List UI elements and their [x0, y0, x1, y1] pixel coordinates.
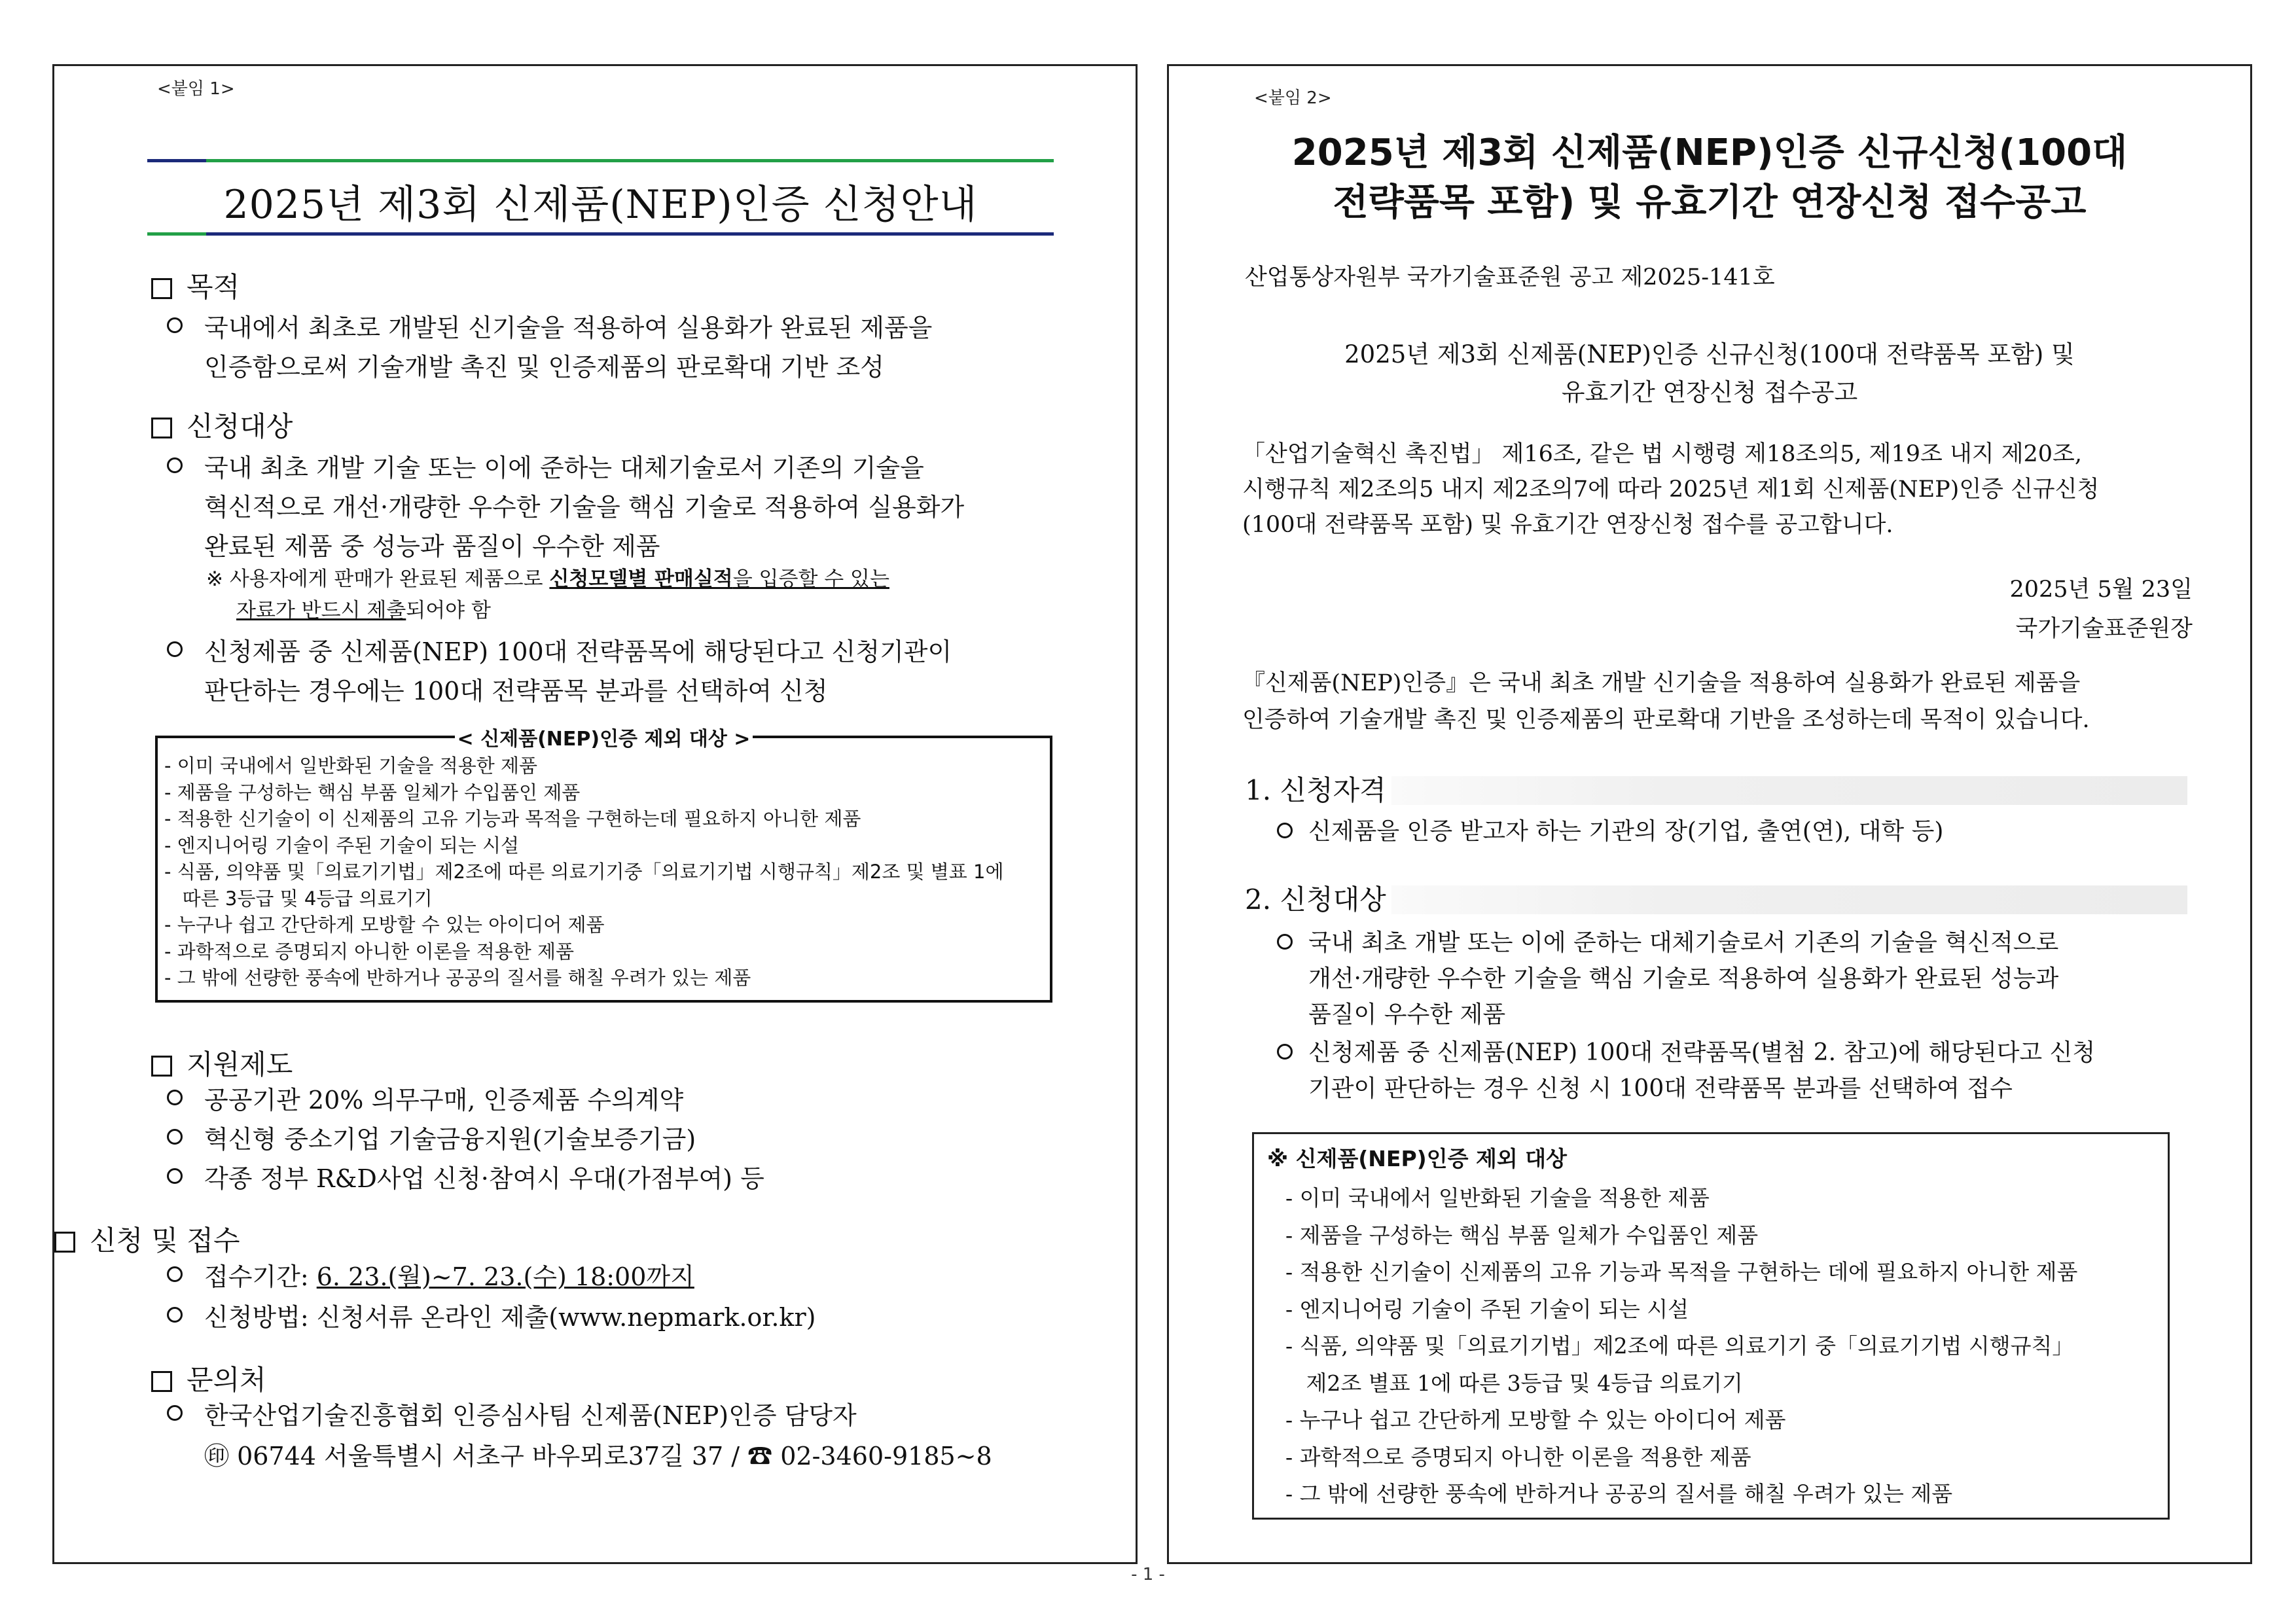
list-item: - 이미 국내에서 일반화된 기술을 적용한 제품	[164, 755, 538, 777]
section-support-heading: 지원제도	[151, 1043, 293, 1082]
notice-body-2: 『신제품(NEP)인증』은 국내 최초 개발 신기술을 적용하여 실용화가 완료된 제품을 인증하여 기술개발 촉진 및 인증제품의 판로확대 기반을 조성하는데 목적이 있습니다.	[1242, 670, 2090, 733]
exclusion-box-heading: < 신제품(NEP)인증 제외 대상 >	[158, 722, 1050, 751]
title-bottom-rule	[147, 232, 1054, 236]
circle-bullet-icon	[167, 641, 183, 657]
attachment-2-panel: <붙임 2> 2025년 제3회 신제품(NEP)인증 신규신청(100대 전략품목 포함) 및 유효기간 연장신청 접수공고 산업통상자원부 국가기술표준원 공고 제2025-141호 2025년 제3회 신제품(NEP)인증 신규신청(100대 전략품목 포함) 및 유효기간 연장신청 접수공고 「산업기술혁신 촉진법」 제16조, 같은 법 시행령 제18조의5, 제19조 내지 제20조, 시행규칙 제2조의5 내지 제2조의7에 따라 2025년 제1회 신제품(NEP)인증 신규신청 (100대 전략품목 포함) 및 유효기간 연장신청 접수를 공고합니다. 2025년 5월 23일 국가기술표준원장 『신제품(NEP)인증』은 국내 최초 개발 신기술을 적용하여 실용화가 완료된 제품을 인증하여 기술개발 촉진 및 인증제품의 판로확대 기반을 조성하는데 목적이 있습니다. 1. 신청자격 신제품을 인증 받고자 하는 기관의 장(기업, 출연(연), 대학 등) 2. 신청대상 국내 최초 개발 또는 이에 준하는 대체기술로서 기존의 기술을 혁신적으로 개선·개량한 우수한 기술을 핵심 기술로 적용하여 실용화가 완료된 성능과 품질이 우수한 제품 신청제품 중 신제품(NEP) 100대 전략품목(별첨 2. 참고)에 해당된다고 신청 기관이 판단하는 경우 신청 시 100대 전략품목 분과를 선택하여 접수 ※ 신제품(NEP)인증 제외 대상 - 이미 국내에서 일반화된 기술을 적용한 제품 - 제품을 구성하는 핵심 부품 일체가 수입품인 제품 - 적용한 신기술이 신제품의 고유 기능과 목적을 구현하는 데에 필요하지 아니한 제품 - 엔지니어링 기술이 주된 기술이 되는 시설 - 식품, 의약품 및「의료기기법」제2조에 따른 의료기기 중「의료기기법 시행규칙」 제2조 별표 1에 따른 3등급 및 4등급 의료기기 - 누구나 쉽고 간단하게 모방할 수 있는 아이디어 제품 - 과학적으로 증명되지 아니한 이론을 적용한 제품 - 그 밖에 선량한 풍속에 반하거나 공공의 질서를 해칠 우려가 있는 제품	[1167, 64, 2252, 1564]
list-item: - 그 밖에 선량한 풍속에 반하거나 공공의 질서를 해칠 우려가 있는 제품	[1285, 1481, 1953, 1507]
title-band	[147, 159, 1054, 236]
circle-bullet-icon	[167, 1129, 183, 1145]
attachment-tag: <붙임 1>	[157, 79, 235, 99]
notice-title: 2025년 제3회 신제품(NEP)인증 신규신청(100대 전략품목 포함) 및 유효기간 연장신청 접수공고	[1291, 132, 2128, 224]
list-item: 제2조 별표 1에 따른 3등급 및 4등급 의료기기	[1285, 1370, 1743, 1396]
list-item: - 그 밖에 선량한 풍속에 반하거나 공공의 질서를 해칠 우려가 있는 제품	[164, 967, 751, 989]
notice-signer: 국가기술표준원장	[2015, 616, 2193, 642]
list-item: - 적용한 신기술이 이 신제품의 고유 기능과 목적을 구현하는데 필요하지 아니한 제품	[164, 808, 861, 830]
list-item: - 누구나 쉽고 간단하게 모방할 수 있는 아이디어 제품	[1285, 1407, 1786, 1433]
list-item: - 엔지니어링 기술이 주된 기술이 되는 시설	[164, 834, 520, 857]
section-purpose-heading: 목적	[151, 266, 240, 305]
page-number: - 1 -	[1131, 1565, 1165, 1584]
checkbox-square-icon	[151, 1056, 172, 1077]
circle-bullet-icon	[167, 457, 183, 473]
circle-bullet-icon	[1277, 934, 1293, 950]
section-qualification-heading: 1. 신청자격	[1245, 776, 2187, 805]
page-title: 2025년 제3회 신제품(NEP)인증 신청안내	[223, 182, 978, 228]
attachment-tag: <붙임 2>	[1254, 88, 1332, 108]
list-item: - 식품, 의약품 및「의료기기법」제2조에 따른 의료기기중「의료기기법 시행규칙」제2조 및 별표 1에	[164, 861, 1004, 883]
notice-subtitle: 2025년 제3회 신제품(NEP)인증 신규신청(100대 전략품목 포함) 및 유효기간 연장신청 접수공고	[1344, 340, 2075, 406]
circle-bullet-icon	[1277, 1044, 1293, 1060]
exclusion-box	[155, 728, 1052, 1003]
checkbox-square-icon	[151, 1371, 172, 1392]
notice-body-1: 「산업기술혁신 촉진법」 제16조, 같은 법 시행령 제18조의5, 제19조 내지 제20조, 시행규칙 제2조의5 내지 제2조의7에 따라 2025년 제1회 신제품(NEP)인증 신규신청 (100대 전략품목 포함) 및 유효기간 연장신청 접수를 공고합니다.	[1242, 441, 2100, 538]
section-contact-heading: 문의처	[151, 1359, 266, 1398]
exclusion-box-heading: ※ 신제품(NEP)인증 제외 대상	[1267, 1146, 1567, 1171]
attachment-1-panel: <붙임 1> 2025년 제3회 신제품(NEP)인증 신청안내 목적 국내에서 최초로 개발된 신기술을 적용하여 실용화가 완료된 제품을 인증함으로써 기술개발 촉진 및 인증제품의 판로확대 기반 조성 신청대상 국내 최초 개발 기술 또는 이에 준하는 대체기술로서 기존의 기술을 혁신적으로 개선·개량한 우수한 기술을 핵심 기술로 적용하여 실용화가 완료된 제품 중 성능과 품질이 우수한 제품 ※ 사용자에게 판매가 완료된 제품으로 신청모델별 판매실적을 입증할 수 있는 자료가 반드시 제출되어야 함 신청제품 중 신제품(NEP) 100대 전략품목에 해당된다고 신청기관이 판단하는 경우에는 100대 전략품목 분과를 선택하여 신청 < 신제품(NEP)인증 제외 대상 > - 이미 국내에서 일반화된 기술을 적용한 제품 - 제품을 구성하는 핵심 부품 일체가 수입품인 제품 - 적용한 신기술이 이 신제품의 고유 기능과 목적을 구현하는데 필요하지 아니한 제품 - 엔지니어링 기술이 주된 기술이 되는 시설 - 식품, 의약품 및「의료기기법」제2조에 따른 의료기기중「의료기기법 시행규칙」제2조 및 별표 1에 따른 3등급 및 4등급 의료기기 - 누구나 쉽고 간단하게 모방할 수 있는 아이디어 제품 - 과학적으로 증명되지 아니한 이론을 적용한 제품 - 그 밖에 선량한 풍속에 반하거나 공공의 질서를 해칠 우려가 있는 제품 지원제도 공공기관 20% 의무구매, 인증제품 수의계약 혁신형 중소기업 기술금융지원(기술보증기금) 각종 정부 R&D사업 신청·참여시 우대(가점부여) 등 신청 및 접수 접수기간: 6. 23.(월)~7. 23.(수) 18:00까지 신청방법: 신청서류 온라인 제출(www.nepmark.or.kr) 문의처 한국산업기술진흥협회 인증심사팀 신제품(NEP)인증 담당자 ㊞ 06744 서울특별시 서초구 바우뫼로37길 37 / ☎ 02-3460-9185~8	[52, 64, 1138, 1564]
circle-bullet-icon	[1277, 823, 1293, 838]
notice-number: 산업통상자원부 국가기술표준원 공고 제2025-141호	[1245, 264, 1775, 291]
checkbox-square-icon	[151, 418, 172, 438]
checkbox-square-icon	[54, 1232, 75, 1253]
list-item: - 이미 국내에서 일반화된 기술을 적용한 제품	[1285, 1185, 1710, 1211]
list-item: 따른 3등급 및 4등급 의료기기	[164, 887, 433, 910]
section-apply-heading: 신청 및 접수	[54, 1219, 240, 1258]
checkbox-square-icon	[151, 278, 172, 299]
circle-bullet-icon	[167, 1168, 183, 1184]
circle-bullet-icon	[167, 1090, 183, 1105]
title-top-rule	[147, 159, 1054, 162]
section-target-heading: 신청대상	[151, 405, 293, 444]
list-item: - 과학적으로 증명되지 아니한 이론을 적용한 제품	[164, 940, 575, 963]
circle-bullet-icon	[167, 1405, 183, 1421]
circle-bullet-icon	[167, 1266, 183, 1282]
exclusion-list	[1285, 1180, 2161, 1513]
exclusion-box	[1252, 1132, 2170, 1520]
list-item: - 엔지니어링 기술이 주된 기술이 되는 시설	[1285, 1296, 1689, 1322]
list-item: - 제품을 구성하는 핵심 부품 일체가 수입품인 제품	[164, 781, 581, 804]
circle-bullet-icon	[167, 1307, 183, 1323]
list-item: - 적용한 신기술이 신제품의 고유 기능과 목적을 구현하는 데에 필요하지 아니한 제품	[1285, 1259, 2078, 1285]
list-item: - 식품, 의약품 및「의료기기법」제2조에 따른 의료기기 중「의료기기법 시행규칙」	[1285, 1333, 2074, 1359]
list-item: - 제품을 구성하는 핵심 부품 일체가 수입품인 제품	[1285, 1222, 1759, 1248]
list-item: - 과학적으로 증명되지 아니한 이론을 적용한 제품	[1285, 1444, 1751, 1470]
notice-date: 2025년 5월 23일	[2009, 577, 2193, 603]
notice-date-signer	[2009, 570, 2193, 649]
list-item: - 누구나 쉽고 간단하게 모방할 수 있는 아이디어 제품	[164, 914, 605, 936]
target-note: ※ 사용자에게 판매가 완료된 제품으로 신청모델별 판매실적을 입증할 수 있는 자료가 반드시 제출되어야 함	[206, 567, 889, 622]
section-target-heading: 2. 신청대상	[1245, 885, 2187, 914]
circle-bullet-icon	[167, 317, 183, 333]
exclusion-list	[164, 753, 1043, 991]
